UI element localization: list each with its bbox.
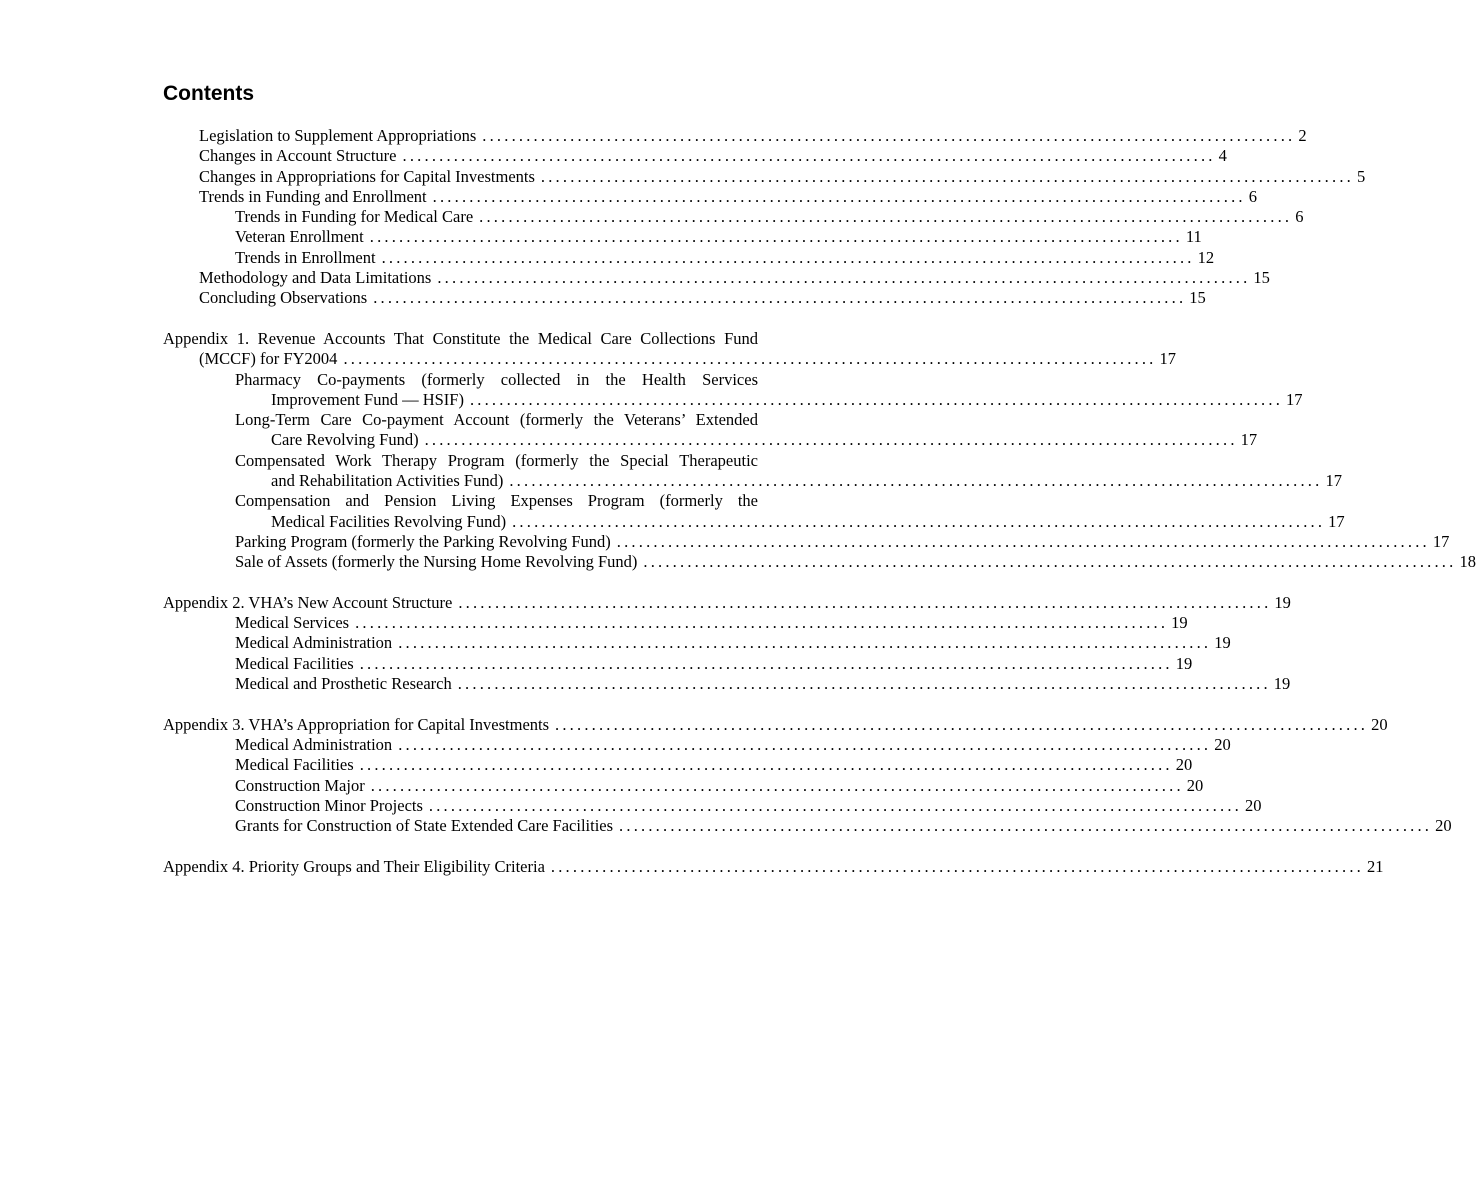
toc-page-number: 20 — [1214, 734, 1231, 754]
toc-entry-label: Trends in Enrollment — [235, 247, 376, 267]
toc-entry[interactable] — [163, 247, 1215, 268]
toc-page-number: 17 — [1240, 430, 1258, 450]
dot-leader: ............................................................................................................... — [370, 775, 1184, 795]
toc-entry[interactable] — [163, 816, 1452, 836]
toc-entry-label: Concluding Observations — [199, 288, 368, 308]
toc-entry[interactable] — [163, 166, 1366, 187]
toc-entry[interactable] — [163, 369, 1303, 411]
toc-entry[interactable] — [163, 531, 1450, 552]
toc-entry-label: Changes in Account Structure — [199, 146, 397, 166]
toc-page-number: 19 — [1214, 633, 1231, 653]
toc-entry-label: Medical Administration — [235, 734, 393, 754]
toc-entry-label: Sale of Assets (formerly the Nursing Home Revolving Fund) — [235, 552, 638, 572]
dot-leader: ............................................................................................................... — [373, 288, 1187, 308]
toc-entry[interactable] — [163, 633, 1231, 653]
toc-entry-label: Parking Program (formerly the Parking Revolving Fund) — [235, 531, 611, 551]
dot-leader: ............................................................................................................... — [458, 592, 1272, 612]
dot-leader: ............................................................................................................... — [398, 633, 1212, 653]
toc-entry[interactable] — [163, 795, 1262, 816]
toc-entry[interactable] — [163, 207, 1304, 227]
toc-page-number: 15 — [1253, 268, 1270, 288]
dot-leader: ............................................................................................................... — [381, 247, 1195, 267]
toc-page-number: 19 — [1171, 613, 1188, 633]
dot-leader: ............................................................................................................... — [398, 734, 1212, 754]
dot-leader: ............................................................................................................... — [550, 856, 1364, 876]
toc-entry-label: Legislation to Supplement Appropriations — [199, 126, 477, 145]
dot-leader: ............................................................................................................... — [343, 349, 1157, 369]
toc-entry-appendix-1[interactable] — [163, 328, 1177, 370]
toc-page-number: 6 — [1248, 186, 1257, 206]
toc-page-number: 12 — [1197, 247, 1215, 267]
toc-entry-label: Methodology and Data Limitations — [199, 268, 432, 288]
toc-entry-label: Veteran Enrollment — [235, 227, 364, 247]
toc-entry-label: Trends in Funding for Medical Care — [235, 207, 474, 227]
toc-entry[interactable] — [163, 146, 1227, 166]
toc-page-number: 6 — [1295, 207, 1304, 227]
toc-entry[interactable] — [163, 410, 1258, 451]
toc-entry-label-line2: (MCCF) for FY2004 — [199, 349, 338, 369]
toc-page-number: 20 — [1175, 755, 1193, 775]
toc-page-number: 17 — [1328, 511, 1345, 531]
spacer — [163, 309, 758, 329]
toc-entry-label-line1: Pharmacy Co-payments (formerly collected in the Health Services — [235, 369, 758, 389]
toc-page-number: 2 — [1298, 126, 1307, 145]
toc-entry-label: Appendix 3. VHA’s Appropriation for Capital Investments — [163, 714, 550, 734]
toc-page-number: 15 — [1189, 288, 1206, 308]
toc-entry-label-line2: Care Revolving Fund) — [271, 430, 419, 450]
toc-entry-label: Medical Facilities — [235, 755, 354, 775]
toc-page-number: 17 — [1432, 531, 1450, 551]
dot-leader: ............................................................................................................... — [437, 268, 1251, 288]
dot-leader: ............................................................................................................... — [540, 166, 1354, 186]
toc-entry[interactable] — [163, 126, 1307, 146]
toc-page-number: 17 — [1286, 389, 1303, 409]
toc-entry[interactable] — [163, 653, 1193, 674]
dot-leader: ............................................................................................................... — [432, 186, 1246, 206]
dot-leader: ............................................................................................................... — [512, 511, 1326, 531]
toc-page-number: 20 — [1435, 816, 1452, 836]
toc-entry[interactable] — [163, 674, 1291, 694]
dot-leader: ............................................................................................................... — [469, 389, 1284, 409]
toc-entry-label: Medical Administration — [235, 633, 393, 653]
dot-leader: ............................................................................................................... — [643, 552, 1457, 572]
dot-leader: ............................................................................................................... — [402, 146, 1216, 166]
toc-page-number: 4 — [1218, 146, 1227, 166]
toc-entry-appendix-4[interactable] — [163, 856, 1384, 877]
dot-leader: ............................................................................................................... — [479, 207, 1293, 227]
dot-leader: ............................................................................................................... — [424, 430, 1238, 450]
toc-entry[interactable] — [163, 613, 1188, 633]
toc-entry[interactable] — [163, 268, 1270, 288]
dot-leader: ............................................................................................................... — [555, 714, 1369, 734]
dot-leader: ............................................................................................................... — [369, 227, 1183, 247]
toc-page-number: 17 — [1159, 349, 1177, 369]
dot-leader: ............................................................................................................... — [457, 674, 1271, 694]
toc-page-number: 20 — [1371, 714, 1388, 734]
toc-entry-label-line1: Compensation and Pension Living Expenses Program (formerly the — [235, 491, 758, 511]
toc-entry-appendix-2[interactable] — [163, 592, 1291, 613]
toc-page-number: 20 — [1244, 795, 1262, 815]
toc-page-number: 5 — [1356, 166, 1366, 186]
toc-page-number: 19 — [1273, 674, 1291, 694]
toc-page-number: 17 — [1325, 471, 1342, 491]
toc-entry-label-line1: Compensated Work Therapy Program (formerly the Special Therapeutic — [235, 450, 758, 470]
spacer — [163, 573, 758, 593]
toc-entry-label: Medical and Prosthetic Research — [235, 674, 452, 694]
toc-entry-label-line2: and Rehabilitation Activities Fund) — [271, 471, 504, 491]
toc-page-number: 20 — [1186, 775, 1204, 795]
toc-entry-label: Medical Services — [235, 613, 350, 633]
toc-page-number: 19 — [1274, 592, 1291, 612]
toc-entry-label-line2: Improvement Fund — HSIF) — [271, 389, 464, 409]
dot-leader: ............................................................................................................... — [482, 126, 1296, 145]
toc-entry-label-line1: Appendix 1. Revenue Accounts That Constitute the Medical Care Collections Fund — [163, 328, 758, 348]
dot-leader: ............................................................................................................... — [428, 795, 1242, 815]
toc-entry-label-line1: Long-Term Care Co-payment Account (formerly the Veterans’ Extended — [235, 410, 758, 430]
dot-leader: ............................................................................................................... — [619, 816, 1433, 836]
toc-page-number: 19 — [1175, 653, 1193, 673]
toc-entry-label: Medical Facilities — [235, 653, 354, 673]
toc-entry[interactable] — [163, 552, 1476, 572]
toc-entry-label: Trends in Funding and Enrollment — [199, 186, 427, 206]
dot-leader: ............................................................................................................... — [359, 653, 1173, 673]
toc-entry-label: Construction Major — [235, 775, 365, 795]
toc-entry[interactable] — [163, 491, 1345, 532]
toc-entry-label: Appendix 2. VHA’s New Account Structure — [163, 592, 453, 612]
dot-leader: ............................................................................................................... — [359, 755, 1173, 775]
spacer — [163, 836, 758, 856]
toc-entry[interactable] — [163, 288, 1206, 308]
toc-entry-label: Appendix 4. Priority Groups and Their Eligibility Criteria — [163, 856, 545, 876]
toc-entry-label-line2: Medical Facilities Revolving Fund) — [271, 511, 507, 531]
toc-entry-appendix-3[interactable] — [163, 714, 1388, 735]
dot-leader: ............................................................................................................... — [616, 531, 1430, 551]
toc-entry[interactable] — [163, 775, 1204, 796]
toc-entry-label: Grants for Construction of State Extended Care Facilities — [235, 816, 614, 836]
table-of-contents — [163, 126, 1476, 877]
toc-entry[interactable] — [163, 186, 1257, 207]
spacer — [163, 694, 758, 714]
toc-entry-label: Construction Minor Projects — [235, 795, 423, 815]
contents-heading: Contents — [163, 82, 254, 105]
toc-page-number: 21 — [1366, 856, 1384, 876]
toc-entry-label: Changes in Appropriations for Capital Investments — [199, 166, 535, 186]
toc-entry[interactable] — [163, 734, 1231, 755]
toc-page-number: 11 — [1185, 227, 1202, 247]
dot-leader: ............................................................................................................... — [355, 613, 1169, 633]
toc-entry[interactable] — [163, 227, 1202, 247]
dot-leader: ............................................................................................................... — [509, 471, 1323, 491]
toc-page-number: 18 — [1459, 552, 1476, 572]
toc-entry[interactable] — [163, 755, 1193, 775]
toc-entry[interactable] — [163, 450, 1342, 492]
